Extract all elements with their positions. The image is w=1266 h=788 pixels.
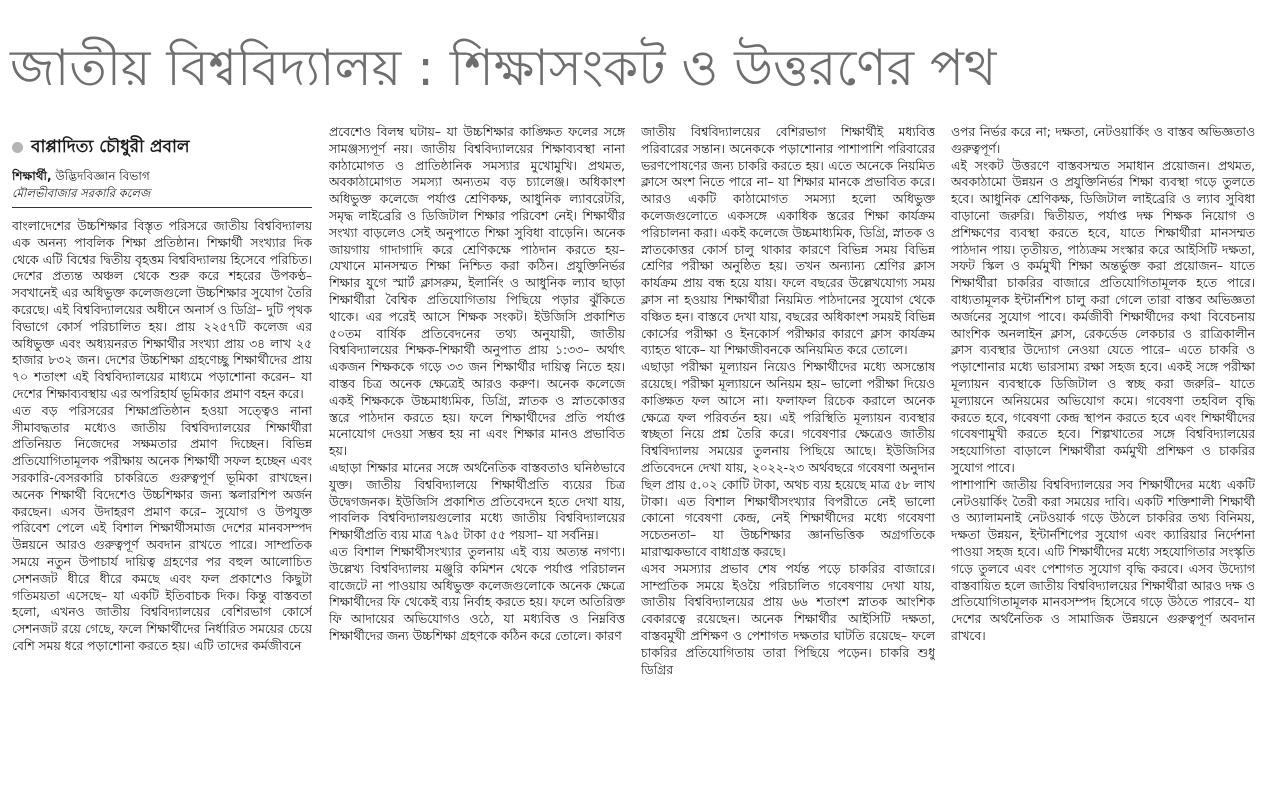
paragraph: জাতীয় বিশ্ববিদ্যালয়ের বেশিরভাগ শিক্ষার্থীই মধ্যবিত্ত পরিবারের সন্তান। অনেককে পড়াশোনার পাশাপাশি পরিবারের ভরণপোষণের জন্য চাকরি করতে হয়। এতে অনেকে নিয়মিত ক্লাসে অংশ নিতে পারে না– যা শিক্ষার মানকে প্রভাবিত করে। আরও একটি কাঠামোগত সমস্যা হলো অধিভুক্ত কলেজগুলোতে একসঙ্গে একাধিক স্তরের শিক্ষা কার্যক্রম পরিচালনা করা। একই কলেজে উচ্চমাধ্যমিক, ডিগ্রি, স্নাতক ও স্নাতকোত্তর কোর্স চালু থাকার কারণে বিভিন্ন সময় বিভিন্ন শ্রেণির পরীক্ষা অনুষ্ঠিত হয়। তখন অন্যান্য শ্রেণির ক্লাস কার্যক্রম প্রায় বন্ধ হয়ে যায়। ফলে বছরের উল্লেখযোগ্য সময় ক্লাস না হওয়ায় শিক্ষার্থীরা নিয়মিত পাঠদানের সুযোগ থেকে বঞ্চিত হন। বাস্তবে দেখা যায়, বছরের অধিকাংশ সময়ই বিভিন্ন কোর্সের পরীক্ষা ও ইনকোর্স পরীক্ষার কারণে ক্লাস কার্যক্রম ব্যাহত থাকে– যা শিক্ষাজীবনকে অনিয়মিত করে তোলে। bbox=[641, 125, 935, 358]
paragraph: ওপর নির্ভর করে না; দক্ষতা, নেটওয়ার্কিং ও বাস্তব অভিজ্ঞতাও গুরুত্বপূর্ণ। bbox=[951, 125, 1255, 156]
bullet-icon bbox=[12, 142, 23, 153]
paragraph: এত বিশাল শিক্ষার্থীসংখ্যার তুলনায় এই ব্যয় অত্যন্ত নগণ্য। উল্লেখ্য বিশ্ববিদ্যালয় মঞ্জুরি কমিশন থেকে পর্যাপ্ত পরিচালন বাজেটে না পাওয়ায় অধিভুক্ত কলেজগুলোকে অনেক ক্ষেত্রে শিক্ষার্থীদের ফি থেকেই ব্যয় নির্বাহ করতে হয়। ফলে অতিরিক্ত ফি আদায়ের অভিযোগও ওঠে, যা মধ্যবিত্ত ও নিম্নবিত্ত শিক্ষার্থীদের জন্য উচ্চশিক্ষা গ্রহণকে কঠিন করে তোলে। কারণ bbox=[329, 544, 625, 643]
author-affiliation bbox=[12, 168, 312, 185]
author-role: শিক্ষার্থী, bbox=[12, 169, 52, 183]
article-column-1 bbox=[12, 124, 312, 780]
paragraph: এসব সমস্যার প্রভাব শেষ পর্যন্ত পড়ে চাকরির বাজারে। সাম্প্রতিক সময়ে ইওয়ৈ পরিচালিত গবেষণায় দেখা যায়, জাতীয় বিশ্ববিদ্যালয়ের প্রায় ৬৬ শতাংশ স্নাতক আংশিক বেকারত্বে রয়েছেন। অনেক শিক্ষার্থীর আইসিটি দক্ষতা, বাস্তবমুখী প্রশিক্ষণ ও পেশাগত দক্ষতার ঘাটতি রয়েছে– ফলে চাকরির প্রতিযোগিতায় তারা পিছিয়ে পড়েন। চাকরি শুধু ডিগ্রির bbox=[641, 561, 935, 677]
paragraph: বাংলাদেশের উচ্চশিক্ষার বিস্তৃত পরিসরে জাতীয় বিশ্ববিদ্যালয় এক অনন্য পাবলিক শিক্ষা প্রতিষ্ঠান। শিক্ষার্থী সংখ্যার দিক থেকে এটি বিশ্বের দ্বিতীয় বৃহত্তম বিশ্ববিদ্যালয় হিসেবে পরিচিত। দেশের প্রত্যন্ত অঞ্চল থেকে শুরু করে শহরের উপকণ্ঠ– সবখানেই এর অধিভুক্ত কলেজগুলো উচ্চশিক্ষার সুযোগ তৈরি করেছে। এই বিশ্ববিদ্যালয়ের অধীনে অনার্স ও ডিগ্রি– দুটি পৃথক বিভাগে কোর্স পরিচালিত হয়। প্রায় ২২৫৭টি কলেজ এর অধিভুক্ত এবং অধ্যয়নরত শিক্ষার্থীর সংখ্যা প্রায় ৩৪ লাখ ২৫ হাজার ৮৩২ জন। দেশের উচ্চশিক্ষা গ্রহণেচ্ছু শিক্ষার্থীদের প্রায় ৭০ শতাংশ এই বিশ্ববিদ্যালয়ের মাধ্যমে পড়াশোনা করেন– যা দেশের শিক্ষাব্যবস্থায় এর অপরিহার্য ভূমিকার প্রমাণ বহন করে। bbox=[12, 219, 312, 401]
paragraph: এই সংকট উত্তরণে বাস্তবসম্মত সমাধান প্রয়োজন। প্রথমত, অবকাঠামো উন্নয়ন ও প্রযুক্তিনির্ভর শিক্ষা ব্যবস্থা গড়ে তুলতে হবে। আধুনিক শ্রেণিকক্ষ, ডিজিটাল লাইব্রেরি ও ল্যাব সুবিধা বাড়ানো জরুরি। দ্বিতীয়ত, পর্যাপ্ত দক্ষ শিক্ষক নিয়োগ ও প্রশিক্ষণের ব্যবস্থা করতে হবে, যাতে শিক্ষার্থীরা মানসম্মত পাঠদান পায়। তৃতীয়ত, পাঠ্যক্রম সংস্কার করে আইসিটি দক্ষতা, সফট স্কিল ও কর্মমুখী শিক্ষা অন্তর্ভুক্ত করা প্রয়োজন– যাতে শিক্ষার্থীরা চাকরির বাজারে প্রতিযোগিতামূলক হতে পারে। বাধ্যতামূলক ইন্টার্নশিপ চালু করা গেলে তারা বাস্তব অভিজ্ঞতা অর্জনের সুযোগ পাবে। কর্মজীবী শিক্ষার্থীদের কথা বিবেচনায় আংশিক অনলাইন ক্লাস, রেকর্ডেড লেকচার ও রাত্রিকালীন ক্লাস ব্যবস্থার উদ্যোগ নেওয়া যেতে পারে– এতে চাকরি ও পড়াশোনার মধ্যে ভারসাম্য রক্ষা সহজ হবে। একই সঙ্গে পরীক্ষা মূল্যায়ন ব্যবস্থাকে ডিজিটাল ও স্বচ্ছ করা জরুরি– যাতে মূল্যায়নে অনিয়মের অভিযোগ কমে। গবেষণা তহবিল বৃদ্ধি করতে হবে, গবেষণা কেন্দ্র স্থাপন করতে হবে এবং শিক্ষার্থীদের গবেষণামুখী করতে হবে। শিল্পখাতের সঙ্গে বিশ্ববিদ্যালয়ের সহযোগিতা বাড়ালে শিক্ষার্থীরা কর্মমুখী প্রশিক্ষণ ও চাকরির সুযোগ পাবে। bbox=[951, 158, 1255, 475]
paragraph: এছাড়া শিক্ষার মানের সঙ্গে অর্থনৈতিক বাস্তবতাও ঘনিষ্ঠভাবে যুক্ত। জাতীয় বিশ্ববিদ্যালয়ে শিক্ষার্থীপ্রতি ব্যয়ের চিত্র উদ্বেগজনক। ইউজিসি প্রকাশিত প্রতিবেদনে হতে দেখা যায়, পাবলিক বিশ্ববিদ্যালয়গুলোর মধ্যে জাতীয় বিশ্ববিদ্যালয়ের শিক্ষার্থীপ্রতি ব্যয় মাত্র ৭৯৫ টাকা ৫৫ পয়সা– যা সর্বনিম্ন। bbox=[329, 460, 625, 543]
author-name: বাপ্পাদিত্য চৌধুরী প্রবাল bbox=[31, 137, 190, 157]
paragraph: পাশাপাশি জাতীয় বিশ্ববিদ্যালয়ের সব শিক্ষার্থীদের মধ্যে একটি নেটওয়ার্কিং তৈরী করা সময়ের দাবি। একটি শক্তিশালী শিক্ষার্থী ও অ্যালামনাই নেটওয়ার্ক গড়ে উঠলে চাকরির তথ্য বিনিময়, দক্ষতা উন্নয়ন, ইন্টার্নশিপের সুযোগ এবং ক্যারিয়ার নির্দেশনা পাওয়া সহজ হবে। এটি শিক্ষার্থীদের মধ্যে সহযোগিতার সংস্কৃতি গড়ে তুলবে এবং পেশাগত সুযোগ বৃদ্ধি করবে। এসব উদ্যোগ বাস্তবায়িত হলে জাতীয় বিশ্ববিদ্যালয়ের শিক্ষার্থীরা আরও দক্ষ ও প্রতিযোগিতামূলক মানবসম্পদ হিসেবে গড়ে উঠতে পারবে– যা দেশের অর্থনৈতিক ও সামাজিক উন্নয়নে গুরুত্বপূর্ণ অবদান রাখবে। bbox=[951, 477, 1255, 643]
headline: জাতীয় বিশ্ববিদ্যালয় : শিক্ষাসংকট ও উত্তরণের পথ bbox=[10, 39, 997, 97]
author-department: উদ্ভিদবিজ্ঞান বিভাগ bbox=[55, 169, 150, 183]
paragraph: প্রবেশেও বিলম্ব ঘটায়– যা উচ্চশিক্ষার কাঙ্ক্ষিত ফলের সঙ্গে সামঞ্জস্যপূর্ণ নয়। জাতীয় বিশ্ববিদ্যালয়ের শিক্ষাব্যবস্থা নানা কাঠামোগত ও প্রাতিষ্ঠানিক সমস্যার মুখোমুখি। প্রথমত, অবকাঠামোগত সমস্যা অন্যতম বড় চ্যালেঞ্জ। অধিকাংশ অধিভুক্ত কলেজে পর্যাপ্ত শ্রেণিকক্ষ, আধুনিক ল্যাবরেটরি, সমৃদ্ধ লাইব্রেরি ও ডিজিটাল শিক্ষার পরিবেশ নেই। শিক্ষার্থীর সংখ্যা বাড়লেও সেই অনুপাতে শিক্ষা সুবিধা বাড়েনি। অনেক জায়গায় গাদাগাদি করে শ্রেণিকক্ষে পাঠদান করতে হয়– যেখানে মানসম্মত শিক্ষা নিশ্চিত করা কঠিন। প্রযুক্তিনির্ভর শিক্ষার যুগে স্মার্ট ক্লাসরুম, ইলার্নিং ও আধুনিক ল্যাব ছাড়া শিক্ষার্থীরা বৈশ্বিক প্রতিযোগিতায় পিছিয়ে পড়ার ঝুঁকিতে থাকে। এর পরেই আসে শিক্ষক সংকট। ইউজিসি প্রকাশিত ৫০তম বার্ষিক প্রতিবেদনের তথ্য অনুযায়ী, জাতীয় বিশ্ববিদ্যালয়ের শিক্ষক-শিক্ষার্থী অনুপাত প্রায় ১:৩৩– অর্থাৎ একজন শিক্ষককে গড়ে ৩৩ জন শিক্ষার্থীর দায়িত্ব নিতে হয়। বাস্তব চিত্র অনেক ক্ষেত্রেই আরও করুণ। অনেক কলেজে একই শিক্ষককে উচ্চমাধ্যমিক, ডিগ্রি, স্নাতক ও স্নাতকোত্তর স্তরে পাঠদান করতে হয়। ফলে শিক্ষার্থীদের প্রতি পর্যাপ্ত মনোযোগ দেওয়া সম্ভব হয় না এবং শিক্ষার মানও প্রভাবিত হয়। bbox=[329, 125, 625, 459]
article-column-3 bbox=[641, 124, 935, 780]
paragraph: এত বড় পরিসরের শিক্ষাপ্রতিষ্ঠান হওয়া সত্ত্বেও নানা সীমাবদ্ধতার মধ্যেও জাতীয় বিশ্ববিদ্যালয়ের শিক্ষার্থীরা প্রতিনিয়ত নিজেদের সক্ষমতার প্রমাণ দিচ্ছেন। বিভিন্ন প্রতিযোগিতামূলক পরীক্ষায় অনেক শিক্ষার্থী সফল হচ্ছেন এবং সরকারি-বেসরকারি চাকরিতে গুরুত্বপূর্ণ ভূমিকা রাখছেন। অনেক শিক্ষার্থী বিদেশেও উচ্চশিক্ষার জন্য স্কলারশিপ অর্জন করছেন। এসব উদাহরণ প্রমাণ করে– সুযোগ ও উপযুক্ত পরিবেশ পেলে এই বিশাল শিক্ষার্থীসমাজ দেশের মানবসম্পদ উন্নয়নে আরও গুরুত্বপূর্ণ অবদান রাখতে পারে। সাম্প্রতিক সময়ে নতুন উপাচার্য দায়িত্ব গ্রহণের পর বহুল আলোচিত সেশনজট ধীরে ধীরে কমছে এবং ফল প্রকাশেও কিছুটা গতিময়তা এসেছে– যা একটি ইতিবাচক দিক। কিন্তু বাস্তবতা হলো, এখনও জাতীয় বিশ্ববিদ্যালয়ের বেশিরভাগ কোর্সে সেশনজট রয়ে গেছে, ফলে শিক্ষার্থীদের নির্ধারিত সময়ের চেয়ে বেশি সময় ধরে পড়াশোনা করতে হয়। এটি তাদের কর্মজীবনে bbox=[12, 403, 312, 653]
author-college: মৌলভীবাজার সরকারি কলেজ bbox=[12, 186, 151, 200]
byline-divider bbox=[12, 207, 312, 208]
paragraph: এছাড়া পরীক্ষা মূল্যায়ন নিয়েও শিক্ষার্থীদের মধ্যে অসন্তোষ রয়েছে। পরীক্ষা মূল্যায়নে অনিয়ম হয়– ভালো পরীক্ষা দিয়েও কাঙ্ক্ষিত ফল আসে না। ফলাফল রিচেক করালে অনেক ক্ষেত্রে ফল পরিবর্তন হয়। এই পরিস্থিতি মূল্যায়ন ব্যবস্থার স্বচ্ছতা নিয়ে প্রশ্ন তৈরি করে। গবেষণার ক্ষেত্রেও জাতীয় বিশ্ববিদ্যালয় সময়ের তুলনায় পিছিয়ে আছে। ইউজিসির প্রতিবেদনে দেখা যায়, ২০২২-২৩ অর্থবছরে গবেষণা অনুদান ছিল প্রায় ৫.০২ কোটি টাকা, অথচ ব্যয় হয়েছে মাত্র ৫৮ লাখ টাকা। এত বিশাল শিক্ষার্থীসংখ্যার বিপরীতে নেই ভালো কোনো গবেষণা কেন্দ্র, নেই শিক্ষার্থীদের মধ্যে গবেষণা সচেতনতা– যা উচ্চশিক্ষার জ্ঞানভিত্তিক অগ্রগতিকে মারাত্মকভাবে বাধাগ্রস্ত করছে। bbox=[641, 360, 935, 559]
article-column-2 bbox=[329, 124, 625, 780]
article-column-4 bbox=[951, 124, 1255, 780]
author-row bbox=[12, 136, 312, 158]
